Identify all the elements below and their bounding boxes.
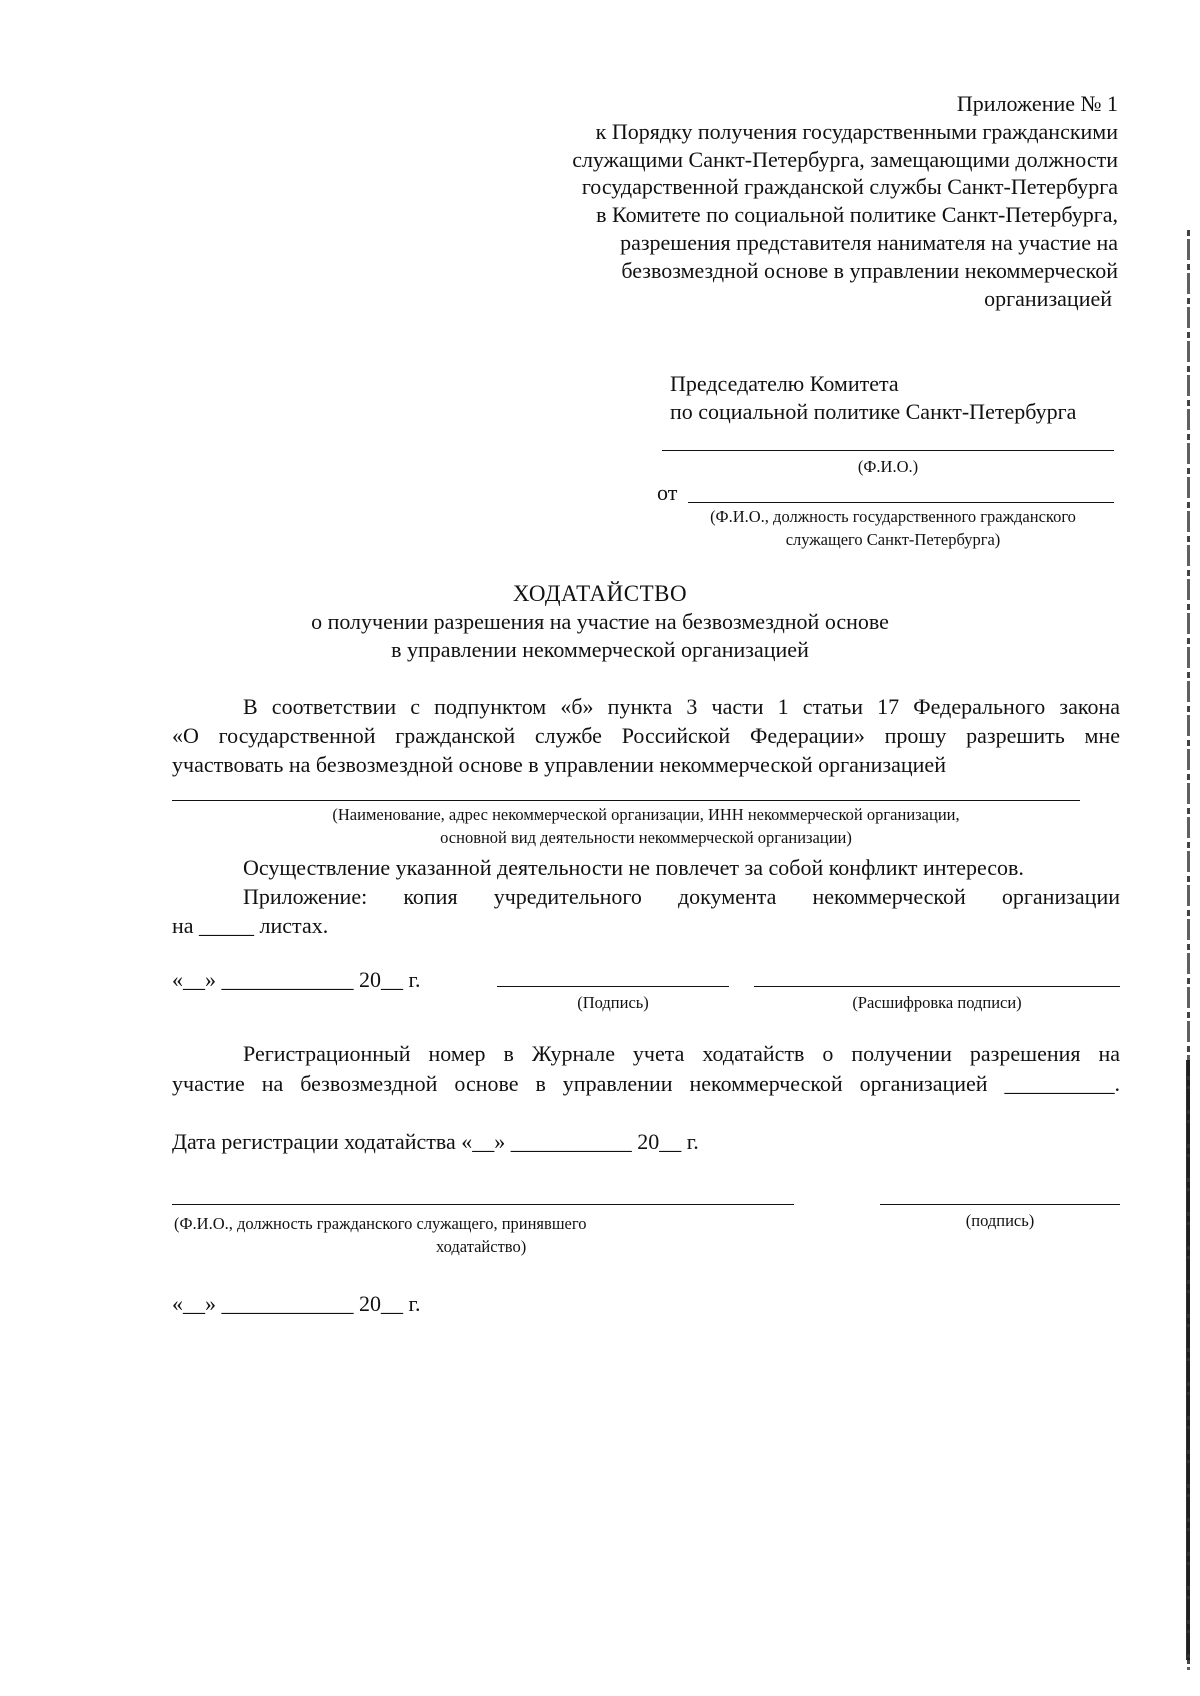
- registration-line-2: участие на безвозмездной основе в управлении некоммерческой организацией __________.: [172, 1071, 1120, 1096]
- organization-line: [172, 800, 1080, 801]
- applicant-fio-line: [688, 502, 1114, 503]
- applicant-caption-line-1: (Ф.И.О., должность государственного гражданского: [710, 507, 1076, 526]
- appendix-line: организацией: [984, 285, 1112, 311]
- petition-subtitle-1: о получении разрешения на участие на безвозмездной основе: [311, 609, 889, 634]
- appendix-line: служащими Санкт-Петербурга, замещающими должности: [572, 146, 1118, 172]
- appendix-line: в Комитете по социальной политике Санкт-Петербурга,: [596, 202, 1118, 228]
- receiver-sign-caption: (подпись): [965, 1211, 1035, 1230]
- appendix-line: безвозмездной основе в управлении некоммерческой: [621, 257, 1118, 283]
- appendix-header: [572, 90, 1118, 312]
- body-para3-line2: на _____ листах.: [172, 913, 329, 938]
- receiver-caption-line-2: ходатайство): [436, 1237, 527, 1256]
- applicant-caption-line-2: служащего Санкт-Петербурга): [785, 530, 1001, 549]
- petition-subtitle-2: в управлении некоммерческой организацией: [391, 637, 809, 662]
- body-para3-line1: Приложение: копия учредительного документа некоммерческой организации: [243, 884, 1120, 909]
- addressee-line-2: по социальной политике Санкт-Петербурга: [670, 399, 1077, 424]
- signature-line: [497, 986, 729, 987]
- registration-date: Дата регистрации ходатайства «__» ___________ 20__ г.: [172, 1129, 699, 1154]
- signature-decode-caption: (Расшифровка подписи): [852, 993, 1022, 1012]
- registration-line-1: Регистрационный номер в Журнале учета ходатайств о получении разрешения на: [243, 1041, 1120, 1066]
- signature-decode-line: [754, 986, 1120, 987]
- body-para1-line1: В соответствии с подпунктом «б» пункта 3 части 1 статьи 17 Федерального закона: [243, 694, 1120, 719]
- scan-edge-mark: [1186, 1060, 1190, 1660]
- receiver-date: «__» ____________ 20__ г.: [172, 1291, 421, 1316]
- receiver-fio-line: [172, 1204, 794, 1205]
- receiver-caption-line-1: (Ф.И.О., должность гражданского служащего, принявшего: [174, 1214, 587, 1233]
- applicant-date: «__» ____________ 20__ г.: [172, 967, 421, 992]
- petition-title-block: [0, 580, 1200, 664]
- chairman-fio-caption: (Ф.И.О.): [857, 457, 919, 476]
- body-para2: Осуществление указанной деятельности не повлечет за собой конфликт интересов.: [243, 855, 1024, 880]
- appendix-line: разрешения представителя нанимателя на участие на: [620, 229, 1118, 255]
- body-para1-line2: «О государственной гражданской службе Российской Федерации» прошу разрешить мне: [172, 723, 1120, 748]
- addressee-line-1: Председателю Комитета: [670, 371, 899, 396]
- receiver-signature-line: [880, 1204, 1120, 1205]
- signature-caption: (Подпись): [577, 993, 649, 1012]
- appendix-line: к Порядку получения государственными гражданскими: [595, 118, 1118, 144]
- org-caption-line-2: основной вид деятельности некоммерческой организации): [440, 828, 852, 847]
- org-caption-line-1: (Наименование, адрес некоммерческой организации, ИНН некоммерческой организации,: [332, 805, 960, 824]
- appendix-line: государственной гражданской службы Санкт-Петербурга: [581, 174, 1118, 200]
- petition-title: ХОДАТАЙСТВО: [512, 581, 688, 606]
- appendix-line: Приложение № 1: [956, 91, 1118, 116]
- from-label: от: [657, 480, 678, 505]
- chairman-fio-line: [662, 450, 1114, 451]
- body-para1-line3: участвовать на безвозмездной основе в управлении некоммерческой организацией: [172, 752, 946, 777]
